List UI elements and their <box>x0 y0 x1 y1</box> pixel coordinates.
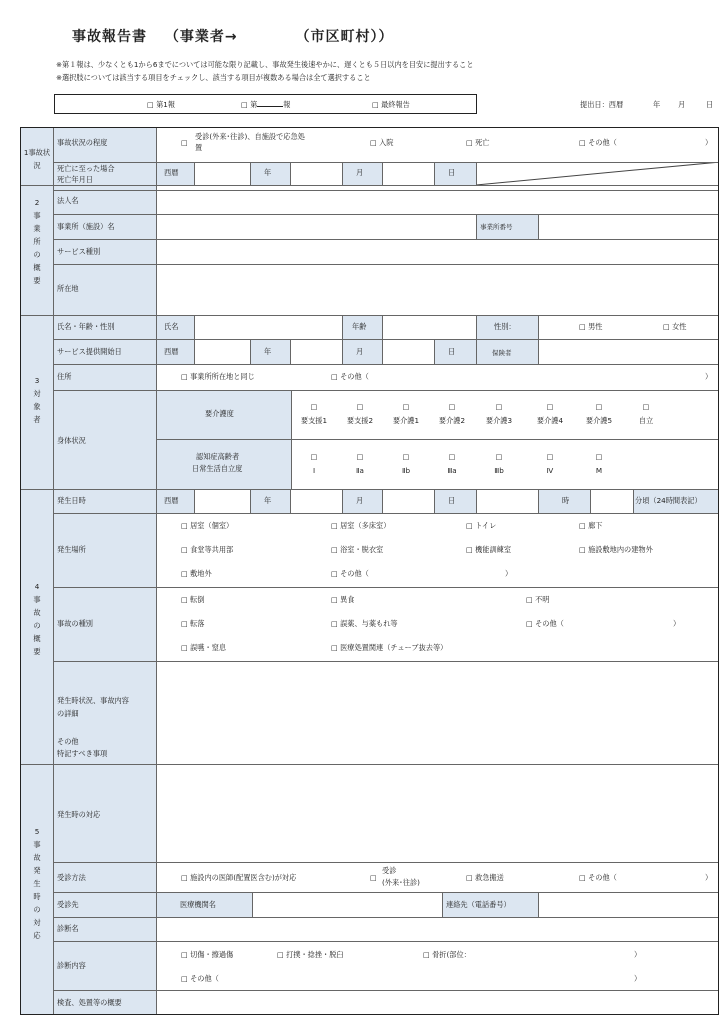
checkbox-other[interactable]: □ その他（ <box>579 138 617 147</box>
checkbox-bath[interactable]: □ 浴室・脱衣室 <box>331 545 384 554</box>
grid-hline <box>53 661 719 662</box>
exam-label: 検査、処置等の概要 <box>57 998 122 1007</box>
death-year-label: 年 <box>250 162 290 185</box>
other-close: ） <box>705 138 713 147</box>
checkbox-toilet[interactable]: □ トイレ <box>466 521 497 530</box>
office-name-label: 事業所（施設）名 <box>57 222 115 231</box>
grid-hline <box>21 315 719 316</box>
checkbox-other-address[interactable]: □ その他（ <box>331 372 369 381</box>
death-era: 西暦 <box>156 162 194 185</box>
grid-hline <box>53 339 719 340</box>
grid-hline <box>53 513 719 514</box>
grid-hline <box>21 185 719 186</box>
dementia-level-label: Ⅲa <box>447 466 457 475</box>
checkbox-care-level[interactable]: □ <box>495 402 503 411</box>
occurrence-month-label: 月 <box>342 489 382 513</box>
grid-hline <box>53 862 719 863</box>
section-3-title: 3 対 象 者 <box>33 376 41 424</box>
diagnosis-label: 診断名 <box>57 924 79 933</box>
checkbox-first-report[interactable]: □ 第1報 <box>147 100 176 109</box>
instructions <box>56 58 474 84</box>
care-level-label: 要介護4 <box>536 416 564 425</box>
diagnosis-other-close: ） <box>634 974 642 983</box>
office-number-label: 事業所番号 <box>476 214 538 239</box>
occurrence-time-label: 発生日時 <box>57 496 86 505</box>
checkbox-final-report[interactable]: □ 最終報告 <box>372 100 410 109</box>
care-level-label: 要介護5 <box>585 416 613 425</box>
service-start-label: サービス提供開始日 <box>57 347 122 356</box>
grid-vline <box>538 214 539 239</box>
checkbox-dementia-level[interactable]: □ <box>448 452 456 461</box>
occurrence-day-label: 日 <box>434 489 476 513</box>
grid-vline <box>156 128 157 1015</box>
grid-vline <box>476 315 477 339</box>
grid-vline <box>538 315 539 339</box>
grid-vline <box>290 339 291 364</box>
checkbox-corridor[interactable]: □ 廊下 <box>579 521 603 530</box>
sex-label: 性別： <box>476 315 538 339</box>
care-level-label: 要介護3 <box>485 416 513 425</box>
checkbox-facility-doctor[interactable]: □ 施設内の医師(配置医含む)が対応 <box>181 873 297 882</box>
start-year-label: 年 <box>250 339 290 364</box>
address-label: 所在地 <box>57 284 79 293</box>
diagnosis-content-label: 診断内容 <box>57 961 86 970</box>
dementia-level-label: Ⅱa <box>356 466 364 475</box>
grid-hline <box>53 764 719 765</box>
grid-vline <box>538 892 539 917</box>
report-type-box <box>54 94 477 114</box>
submit-day: 日 <box>706 100 714 109</box>
resident-address-label: 住所 <box>57 372 72 381</box>
submit-month: 月 <box>678 100 686 109</box>
title-city: （市区町村）） <box>295 29 394 45</box>
grid-hline <box>53 892 719 893</box>
name-label: 氏名 <box>156 315 194 339</box>
checkbox-medical-procedure[interactable]: □ 医療処置関連（チューブ抜去等） <box>331 643 448 652</box>
checkbox-fall[interactable]: □ 転倒 <box>181 595 205 604</box>
checkbox-off-site[interactable]: □ 敷地外 <box>181 569 212 578</box>
grid-vline <box>538 339 539 364</box>
grid-vline <box>382 315 383 339</box>
checkbox-dementia-level[interactable]: □ <box>495 452 503 461</box>
checkbox-dementia-level[interactable]: □ <box>595 452 603 461</box>
hospital-name-label: 医療機関名 <box>156 892 252 917</box>
grid-vline <box>342 489 343 513</box>
grid-vline <box>194 489 195 513</box>
grid-hline <box>53 990 719 991</box>
other-notes-label-2: 特記すべき事項 <box>57 749 108 758</box>
grid-vline <box>194 339 195 364</box>
checkbox-consultation[interactable]: □ <box>370 874 377 882</box>
death-day-label: 日 <box>434 162 476 185</box>
care-level-label: 要介護2 <box>438 416 466 425</box>
accident-type-label: 事故の種別 <box>57 619 93 628</box>
submit-date-label: 提出日：西暦 <box>580 100 624 109</box>
diagonal-strike <box>476 162 719 185</box>
address-close: ） <box>705 372 713 381</box>
corporation-label: 法人名 <box>57 196 79 205</box>
occurrence-year-label: 年 <box>250 489 290 513</box>
grid-hline <box>53 390 719 391</box>
service-type-label: サービス種別 <box>57 247 101 256</box>
death-month-label: 月 <box>342 162 382 185</box>
grid-hline <box>53 214 719 215</box>
grid-vline <box>290 489 291 513</box>
consult-text-2: (外来･往診) <box>382 878 420 887</box>
checkbox-hospitalized[interactable]: □ 入院 <box>370 138 394 147</box>
dementia-level-label: Ⅰ <box>312 466 316 475</box>
checkbox-pica[interactable]: □ 異食 <box>331 595 355 604</box>
checkbox-cut[interactable]: □ 切傷・擦過傷 <box>181 950 234 959</box>
occurrence-hour-label: 時 <box>538 489 590 513</box>
report-form <box>20 127 719 1015</box>
checkbox-method-other[interactable]: □ その他（ <box>579 873 617 882</box>
grid-hline <box>53 162 719 163</box>
grid-hline <box>53 941 719 942</box>
checkbox-shared-room[interactable]: □ 居室（多床室） <box>331 521 391 530</box>
checkbox-care-level[interactable]: □ <box>642 402 650 411</box>
checkbox-care-level[interactable]: □ <box>448 402 456 411</box>
grid-vline <box>250 489 251 513</box>
checkbox-fall-down[interactable]: □ 転落 <box>181 619 205 628</box>
response-label: 発生時の対応 <box>57 810 101 819</box>
checkbox-dining[interactable]: □ 食堂等共用部 <box>181 545 234 554</box>
title-business: （事業者→ <box>164 29 238 45</box>
grid-hline <box>21 489 719 490</box>
grid-vline <box>342 315 343 339</box>
grid-vline <box>476 162 477 185</box>
grid-vline <box>434 489 435 513</box>
care-level-label: 要支援1 <box>300 416 328 425</box>
checkbox-outpatient[interactable]: □ <box>181 139 188 147</box>
checkbox-medication-error[interactable]: □ 誤薬、与薬もれ等 <box>331 619 398 628</box>
start-day-label: 日 <box>434 339 476 364</box>
grid-hline <box>53 239 719 240</box>
checkbox-female[interactable]: □ 女性 <box>663 322 687 331</box>
nth-suffix: 報 <box>283 100 291 109</box>
physical-status-label: 身体状況 <box>57 436 86 445</box>
occurrence-place-label: 発生場所 <box>57 545 86 554</box>
checkbox-same-address[interactable]: □ 事業所所在地と同じ <box>181 372 255 381</box>
grid-vline <box>434 162 435 185</box>
checkbox-diagnosis-other[interactable]: □ その他（ <box>181 974 219 983</box>
checkbox-unknown[interactable]: □ 不明 <box>526 595 550 604</box>
grid-hline <box>53 364 719 365</box>
grid-hline <box>156 439 719 440</box>
checkbox-outside-building[interactable]: □ 施設敷地内の建物外 <box>579 545 653 554</box>
grid-vline <box>250 339 251 364</box>
degree-label: 事故状況の程度 <box>57 138 108 147</box>
checkbox-care-level[interactable]: □ <box>595 402 603 411</box>
note-1: ※第１報は、少なくとも1から6までについては可能な限り記載し、事故発生後速やかに、遅くとも５日以内を目安に提出すること <box>56 60 474 69</box>
checkbox-dementia-level[interactable]: □ <box>402 452 410 461</box>
grid-vline <box>291 390 292 489</box>
consult-dest-label: 受診先 <box>57 900 79 909</box>
checkbox-dementia-level[interactable]: □ <box>546 452 554 461</box>
start-era: 西暦 <box>156 339 194 364</box>
start-month-label: 月 <box>342 339 382 364</box>
age-label: 年齢 <box>342 315 382 339</box>
grid-vline <box>250 162 251 185</box>
section-1-title: 1事故状況 <box>23 148 51 170</box>
checkbox-male[interactable]: □ 男性 <box>579 322 603 331</box>
grid-vline <box>382 339 383 364</box>
care-level-label: 自立 <box>638 416 654 425</box>
occurrence-minute-label: 分頃（24時間表記） <box>633 489 719 513</box>
grid-vline <box>194 315 195 339</box>
grid-vline <box>476 214 477 239</box>
grid-vline <box>382 489 383 513</box>
checkbox-care-level[interactable]: □ <box>310 402 318 411</box>
death-label-1: 死亡に至った場合 <box>57 164 115 173</box>
checkbox-fracture[interactable]: □ 骨折(部位： <box>423 950 471 959</box>
grid-vline <box>538 489 539 513</box>
grid-hline <box>53 190 719 191</box>
note-2: ※選択肢については該当する項目をチェックし、該当する項目が複数ある場合は全て選択すること <box>56 73 371 82</box>
grid-vline <box>194 162 195 185</box>
grid-vline <box>53 128 54 1015</box>
dementia-level-label: Ⅱb <box>401 466 411 475</box>
name-age-sex-label: 氏名・年齢・性別 <box>57 322 115 331</box>
death-label-2: 死亡年月日 <box>57 175 93 184</box>
contact-phone-label: 連絡先（電話番号） <box>442 892 538 917</box>
checkbox-bruise[interactable]: □ 打撲・捻挫・脱臼 <box>277 950 344 959</box>
grid-vline <box>590 489 591 513</box>
insurer-label: 保険者 <box>476 339 538 364</box>
grid-vline <box>434 339 435 364</box>
grid-vline <box>342 339 343 364</box>
type-close: ） <box>673 619 681 628</box>
page-title <box>72 26 405 46</box>
grid-vline <box>252 892 253 917</box>
checkbox-ambulance[interactable]: □ 救急搬送 <box>466 873 504 882</box>
place-close: ） <box>505 569 513 578</box>
detail-label-2: の詳細 <box>57 709 79 718</box>
checkbox-death[interactable]: □ 死亡 <box>466 138 490 147</box>
section-2-title: 2 事 業 所 の 概 要 <box>33 198 41 285</box>
dementia-level-label: Ⅳ <box>546 466 554 475</box>
grid-hline <box>53 917 719 918</box>
grid-vline <box>290 162 291 185</box>
checkbox-training-room[interactable]: □ 機能訓練室 <box>466 545 512 554</box>
detail-label-1: 発生時状況、事故内容 <box>57 696 129 705</box>
outpatient-text-2: 置 <box>195 143 203 152</box>
submit-year: 年 <box>653 100 661 109</box>
care-level-label-cell: 要介護度 <box>156 390 291 439</box>
care-level-label: 要介護1 <box>392 416 420 425</box>
checkbox-choking[interactable]: □ 誤嚥・窒息 <box>181 643 227 652</box>
grid-vline <box>633 489 634 513</box>
checkbox-private-room[interactable]: □ 居室（個室） <box>181 521 234 530</box>
fracture-close: ） <box>634 950 642 959</box>
dementia-level-label: M <box>595 466 603 475</box>
title-main: 事故報告書 <box>72 29 147 45</box>
checkbox-dementia-level[interactable]: □ <box>356 452 364 461</box>
checkbox-nth-report[interactable] <box>241 100 290 110</box>
dementia-label-cell: 認知症高齢者 日常生活自立度 <box>156 439 291 489</box>
occurrence-era: 西暦 <box>156 489 194 513</box>
grid-hline <box>53 587 719 588</box>
dementia-level-label: Ⅲb <box>494 466 504 475</box>
section-4-title: 4 事 故 の 概 要 <box>33 582 41 656</box>
method-close: ） <box>705 873 713 882</box>
checkbox-care-level[interactable]: □ <box>356 402 364 411</box>
outpatient-text-1: 受診(外来･往診)、自施設で応急処 <box>195 132 305 141</box>
grid-vline <box>342 162 343 185</box>
nth-prefix: □ 第 <box>241 100 258 109</box>
grid-vline <box>476 339 477 364</box>
section-5-title: 5 事 故 発 生 時 の 対 応 <box>33 827 41 940</box>
grid-vline <box>382 162 383 185</box>
consult-text-1: 受診 <box>382 866 397 875</box>
grid-hline <box>53 264 719 265</box>
checkbox-care-level[interactable]: □ <box>402 402 410 411</box>
checkbox-dementia-level[interactable]: □ <box>310 452 318 461</box>
grid-vline <box>476 489 477 513</box>
grid-vline <box>442 892 443 917</box>
checkbox-care-level[interactable]: □ <box>546 402 554 411</box>
checkbox-place-other[interactable]: □ その他（ <box>331 569 369 578</box>
other-notes-label-1: その他 <box>57 737 79 746</box>
care-level-label: 要支援2 <box>346 416 374 425</box>
checkbox-type-other[interactable]: □ その他（ <box>526 619 564 628</box>
consult-method-label: 受診方法 <box>57 873 86 882</box>
